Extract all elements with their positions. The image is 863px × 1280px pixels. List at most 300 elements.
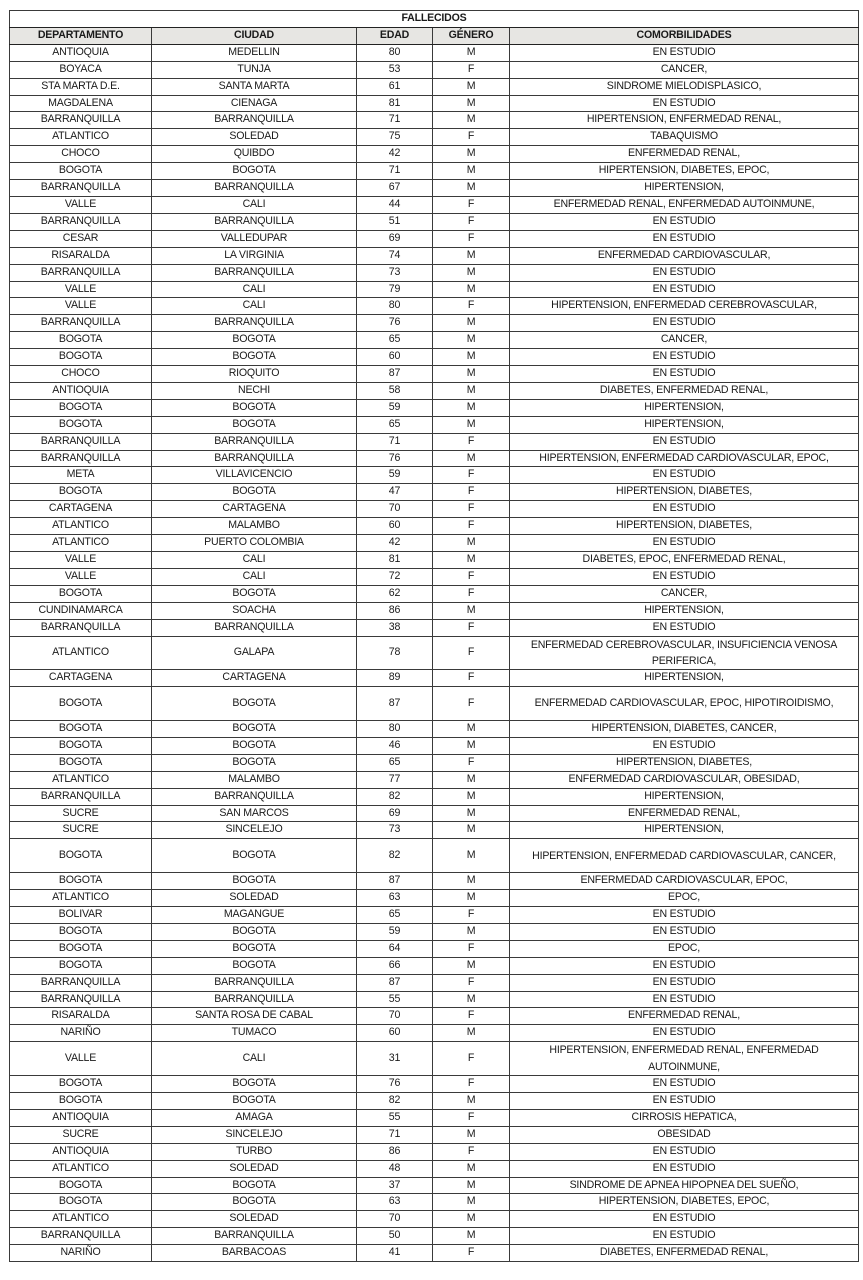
table-row <box>10 974 859 991</box>
title-row <box>10 11 859 28</box>
cell-genero: M <box>433 1092 510 1109</box>
cell-departamento: BOGOTA <box>10 873 152 890</box>
cell-comorbilidades: HIPERTENSION, ENFERMEDAD CEREBROVASCULAR, <box>510 298 859 315</box>
table-row <box>10 805 859 822</box>
cell-comorbilidades: EN ESTUDIO <box>510 433 859 450</box>
table-row <box>10 95 859 112</box>
cell-comorbilidades: EN ESTUDIO <box>510 315 859 332</box>
cell-genero: M <box>433 839 510 873</box>
cell-genero: M <box>433 890 510 907</box>
cell-comorbilidades: ENFERMEDAD CARDIOVASCULAR, <box>510 247 859 264</box>
cell-edad: 41 <box>357 1245 433 1262</box>
cell-comorbilidades: HIPERTENSION, DIABETES, <box>510 484 859 501</box>
cell-ciudad: TURBO <box>152 1143 357 1160</box>
table-row <box>10 940 859 957</box>
cell-edad: 72 <box>357 568 433 585</box>
table-row <box>10 754 859 771</box>
cell-genero: F <box>433 670 510 687</box>
cell-genero: M <box>433 822 510 839</box>
cell-departamento: BOGOTA <box>10 754 152 771</box>
table-row <box>10 822 859 839</box>
cell-edad: 86 <box>357 602 433 619</box>
column-header-row <box>10 27 859 44</box>
cell-departamento: BOGOTA <box>10 839 152 873</box>
cell-comorbilidades: EN ESTUDIO <box>510 737 859 754</box>
table-row <box>10 907 859 924</box>
cell-genero: M <box>433 281 510 298</box>
cell-comorbilidades: EN ESTUDIO <box>510 957 859 974</box>
cell-genero: M <box>433 805 510 822</box>
cell-comorbilidades: EN ESTUDIO <box>510 281 859 298</box>
cell-ciudad: BOGOTA <box>152 1177 357 1194</box>
table-title: FALLECIDOS <box>10 11 859 28</box>
table-row <box>10 1177 859 1194</box>
cell-edad: 38 <box>357 619 433 636</box>
table-row <box>10 213 859 230</box>
cell-comorbilidades: ENFERMEDAD RENAL, ENFERMEDAD AUTOINMUNE, <box>510 196 859 213</box>
cell-ciudad: RIOQUITO <box>152 366 357 383</box>
cell-comorbilidades: HIPERTENSION, DIABETES, CANCER, <box>510 721 859 738</box>
table-row <box>10 771 859 788</box>
cell-edad: 66 <box>357 957 433 974</box>
cell-ciudad: BOGOTA <box>152 416 357 433</box>
cell-comorbilidades: EN ESTUDIO <box>510 501 859 518</box>
cell-edad: 80 <box>357 44 433 61</box>
table-row <box>10 890 859 907</box>
cell-ciudad: BOGOTA <box>152 1092 357 1109</box>
table-row <box>10 332 859 349</box>
cell-ciudad: MALAMBO <box>152 518 357 535</box>
cell-comorbilidades: EN ESTUDIO <box>510 1076 859 1093</box>
table-row <box>10 721 859 738</box>
cell-comorbilidades: CANCER, <box>510 585 859 602</box>
cell-genero: F <box>433 687 510 721</box>
table-row <box>10 670 859 687</box>
cell-comorbilidades: ENFERMEDAD RENAL, <box>510 805 859 822</box>
cell-edad: 76 <box>357 1076 433 1093</box>
cell-departamento: BOGOTA <box>10 1177 152 1194</box>
cell-genero: M <box>433 78 510 95</box>
cell-edad: 81 <box>357 552 433 569</box>
cell-edad: 37 <box>357 1177 433 1194</box>
cell-ciudad: BARBACOAS <box>152 1245 357 1262</box>
cell-comorbilidades: CANCER, <box>510 61 859 78</box>
cell-edad: 65 <box>357 332 433 349</box>
cell-ciudad: BOGOTA <box>152 585 357 602</box>
table-row <box>10 585 859 602</box>
cell-departamento: CHOCO <box>10 146 152 163</box>
cell-departamento: BOGOTA <box>10 737 152 754</box>
table-row <box>10 196 859 213</box>
column-header-comorbilidades: COMORBILIDADES <box>510 27 859 44</box>
cell-comorbilidades: HIPERTENSION, DIABETES, EPOC, <box>510 1194 859 1211</box>
table-row <box>10 146 859 163</box>
table-row <box>10 399 859 416</box>
cell-edad: 64 <box>357 940 433 957</box>
cell-genero: M <box>433 180 510 197</box>
cell-comorbilidades: HIPERTENSION, ENFERMEDAD CARDIOVASCULAR, EPOC, <box>510 450 859 467</box>
cell-edad: 65 <box>357 416 433 433</box>
cell-genero: F <box>433 754 510 771</box>
cell-departamento: BARRANQUILLA <box>10 788 152 805</box>
cell-genero: M <box>433 332 510 349</box>
cell-edad: 58 <box>357 382 433 399</box>
cell-comorbilidades: ENFERMEDAD CARDIOVASCULAR, OBESIDAD, <box>510 771 859 788</box>
cell-ciudad: SOLEDAD <box>152 1211 357 1228</box>
cell-comorbilidades: EN ESTUDIO <box>510 230 859 247</box>
table-row <box>10 1109 859 1126</box>
cell-departamento: ATLANTICO <box>10 535 152 552</box>
cell-genero: M <box>433 1177 510 1194</box>
cell-genero: M <box>433 450 510 467</box>
cell-edad: 89 <box>357 670 433 687</box>
cell-comorbilidades: HIPERTENSION, <box>510 416 859 433</box>
cell-ciudad: SOACHA <box>152 602 357 619</box>
cell-departamento: SUCRE <box>10 822 152 839</box>
cell-departamento: BOGOTA <box>10 1194 152 1211</box>
fallecidos-table <box>9 10 859 1262</box>
table-row <box>10 1160 859 1177</box>
cell-edad: 76 <box>357 315 433 332</box>
cell-departamento: BARRANQUILLA <box>10 315 152 332</box>
cell-comorbilidades: EN ESTUDIO <box>510 535 859 552</box>
cell-comorbilidades: EN ESTUDIO <box>510 467 859 484</box>
cell-comorbilidades: HIPERTENSION, <box>510 788 859 805</box>
table-row <box>10 264 859 281</box>
cell-edad: 42 <box>357 146 433 163</box>
cell-comorbilidades: HIPERTENSION, <box>510 180 859 197</box>
cell-genero: F <box>433 298 510 315</box>
cell-edad: 86 <box>357 1143 433 1160</box>
cell-departamento: ANTIOQUIA <box>10 44 152 61</box>
table-row <box>10 873 859 890</box>
cell-edad: 60 <box>357 1025 433 1042</box>
cell-comorbilidades: EN ESTUDIO <box>510 1025 859 1042</box>
cell-departamento: ATLANTICO <box>10 518 152 535</box>
cell-ciudad: TUNJA <box>152 61 357 78</box>
cell-genero: M <box>433 923 510 940</box>
cell-edad: 73 <box>357 822 433 839</box>
cell-comorbilidades: DIABETES, ENFERMEDAD RENAL, <box>510 1245 859 1262</box>
cell-genero: M <box>433 771 510 788</box>
cell-departamento: SUCRE <box>10 1126 152 1143</box>
cell-edad: 71 <box>357 1126 433 1143</box>
table-row <box>10 619 859 636</box>
cell-edad: 50 <box>357 1228 433 1245</box>
cell-comorbilidades: HIPERTENSION, ENFERMEDAD RENAL, ENFERMEDAD AUTOINMUNE, <box>510 1042 859 1076</box>
cell-ciudad: BARRANQUILLA <box>152 315 357 332</box>
table-row <box>10 349 859 366</box>
cell-departamento: BARRANQUILLA <box>10 433 152 450</box>
cell-departamento: BOGOTA <box>10 957 152 974</box>
table-row <box>10 180 859 197</box>
cell-ciudad: BARRANQUILLA <box>152 433 357 450</box>
cell-departamento: BOGOTA <box>10 923 152 940</box>
table-row <box>10 687 859 721</box>
table-row <box>10 298 859 315</box>
table-row <box>10 433 859 450</box>
cell-departamento: BARRANQUILLA <box>10 619 152 636</box>
table-row <box>10 636 859 670</box>
table-row <box>10 788 859 805</box>
cell-genero: F <box>433 213 510 230</box>
cell-ciudad: CALI <box>152 196 357 213</box>
cell-departamento: SUCRE <box>10 805 152 822</box>
cell-ciudad: PUERTO COLOMBIA <box>152 535 357 552</box>
cell-comorbilidades: ENFERMEDAD RENAL, <box>510 1008 859 1025</box>
cell-edad: 69 <box>357 805 433 822</box>
cell-genero: M <box>433 315 510 332</box>
cell-departamento: BARRANQUILLA <box>10 991 152 1008</box>
table-row <box>10 737 859 754</box>
cell-edad: 77 <box>357 771 433 788</box>
cell-genero: F <box>433 1008 510 1025</box>
cell-comorbilidades: ENFERMEDAD CEREBROVASCULAR, INSUFICIENCIA VENOSA PERIFERICA, <box>510 636 859 670</box>
cell-departamento: BOGOTA <box>10 1092 152 1109</box>
cell-edad: 53 <box>357 61 433 78</box>
cell-comorbilidades: SINDROME DE APNEA HIPOPNEA DEL SUEÑO, <box>510 1177 859 1194</box>
cell-genero: F <box>433 196 510 213</box>
cell-genero: M <box>433 1211 510 1228</box>
cell-edad: 82 <box>357 1092 433 1109</box>
cell-departamento: MAGDALENA <box>10 95 152 112</box>
cell-ciudad: MEDELLIN <box>152 44 357 61</box>
cell-departamento: CESAR <box>10 230 152 247</box>
cell-comorbilidades: SINDROME MIELODISPLASICO, <box>510 78 859 95</box>
cell-departamento: CARTAGENA <box>10 501 152 518</box>
cell-ciudad: VALLEDUPAR <box>152 230 357 247</box>
cell-genero: M <box>433 1160 510 1177</box>
cell-genero: M <box>433 991 510 1008</box>
cell-edad: 71 <box>357 112 433 129</box>
cell-edad: 61 <box>357 78 433 95</box>
cell-genero: F <box>433 974 510 991</box>
table-row <box>10 1126 859 1143</box>
cell-genero: F <box>433 1245 510 1262</box>
cell-comorbilidades: CANCER, <box>510 332 859 349</box>
cell-ciudad: BOGOTA <box>152 349 357 366</box>
cell-comorbilidades: EN ESTUDIO <box>510 923 859 940</box>
cell-edad: 67 <box>357 180 433 197</box>
cell-edad: 62 <box>357 585 433 602</box>
cell-ciudad: CALI <box>152 281 357 298</box>
cell-comorbilidades: HIPERTENSION, DIABETES, EPOC, <box>510 163 859 180</box>
table-row <box>10 44 859 61</box>
cell-comorbilidades: HIPERTENSION, ENFERMEDAD CARDIOVASCULAR, CANCER, <box>510 839 859 873</box>
cell-edad: 46 <box>357 737 433 754</box>
cell-edad: 81 <box>357 95 433 112</box>
cell-edad: 47 <box>357 484 433 501</box>
cell-comorbilidades: EN ESTUDIO <box>510 568 859 585</box>
cell-departamento: BOGOTA <box>10 721 152 738</box>
table-row <box>10 129 859 146</box>
cell-ciudad: NECHI <box>152 382 357 399</box>
cell-departamento: BARRANQUILLA <box>10 1228 152 1245</box>
cell-ciudad: CALI <box>152 552 357 569</box>
cell-edad: 59 <box>357 399 433 416</box>
cell-edad: 59 <box>357 467 433 484</box>
cell-ciudad: BARRANQUILLA <box>152 264 357 281</box>
table-row <box>10 1194 859 1211</box>
cell-edad: 48 <box>357 1160 433 1177</box>
cell-genero: M <box>433 1126 510 1143</box>
cell-genero: F <box>433 619 510 636</box>
cell-departamento: BOGOTA <box>10 1076 152 1093</box>
cell-departamento: RISARALDA <box>10 1008 152 1025</box>
cell-ciudad: AMAGA <box>152 1109 357 1126</box>
table-row <box>10 839 859 873</box>
table-row <box>10 163 859 180</box>
cell-genero: M <box>433 737 510 754</box>
cell-departamento: NARIÑO <box>10 1245 152 1262</box>
cell-edad: 60 <box>357 518 433 535</box>
cell-departamento: BOGOTA <box>10 585 152 602</box>
cell-edad: 69 <box>357 230 433 247</box>
cell-edad: 87 <box>357 974 433 991</box>
cell-departamento: BOLIVAR <box>10 907 152 924</box>
cell-edad: 70 <box>357 1211 433 1228</box>
cell-ciudad: CALI <box>152 568 357 585</box>
cell-departamento: BARRANQUILLA <box>10 112 152 129</box>
cell-edad: 82 <box>357 839 433 873</box>
cell-genero: F <box>433 484 510 501</box>
cell-departamento: VALLE <box>10 281 152 298</box>
cell-comorbilidades: HIPERTENSION, <box>510 399 859 416</box>
cell-departamento: CUNDINAMARCA <box>10 602 152 619</box>
cell-genero: F <box>433 61 510 78</box>
cell-departamento: ATLANTICO <box>10 129 152 146</box>
cell-edad: 60 <box>357 349 433 366</box>
cell-genero: M <box>433 399 510 416</box>
cell-departamento: CARTAGENA <box>10 670 152 687</box>
cell-ciudad: SAN MARCOS <box>152 805 357 822</box>
table-row <box>10 484 859 501</box>
table-row <box>10 247 859 264</box>
cell-comorbilidades: EPOC, <box>510 940 859 957</box>
cell-departamento: ATLANTICO <box>10 636 152 670</box>
cell-ciudad: SANTA ROSA DE CABAL <box>152 1008 357 1025</box>
table-row <box>10 1143 859 1160</box>
cell-genero: M <box>433 44 510 61</box>
cell-edad: 55 <box>357 991 433 1008</box>
table-row <box>10 1076 859 1093</box>
cell-edad: 87 <box>357 687 433 721</box>
cell-departamento: BARRANQUILLA <box>10 450 152 467</box>
cell-comorbilidades: EN ESTUDIO <box>510 974 859 991</box>
table-row <box>10 1211 859 1228</box>
table-row <box>10 501 859 518</box>
cell-ciudad: BARRANQUILLA <box>152 180 357 197</box>
cell-departamento: BOGOTA <box>10 416 152 433</box>
table-row <box>10 602 859 619</box>
cell-genero: F <box>433 230 510 247</box>
cell-comorbilidades: HIPERTENSION, <box>510 602 859 619</box>
cell-departamento: ANTIOQUIA <box>10 382 152 399</box>
cell-departamento: NARIÑO <box>10 1025 152 1042</box>
cell-ciudad: BOGOTA <box>152 754 357 771</box>
cell-ciudad: BOGOTA <box>152 1194 357 1211</box>
table-row <box>10 1228 859 1245</box>
cell-departamento: VALLE <box>10 196 152 213</box>
cell-ciudad: CIENAGA <box>152 95 357 112</box>
cell-edad: 65 <box>357 754 433 771</box>
table-row <box>10 1025 859 1042</box>
cell-departamento: ATLANTICO <box>10 890 152 907</box>
cell-comorbilidades: EN ESTUDIO <box>510 264 859 281</box>
cell-ciudad: BARRANQUILLA <box>152 213 357 230</box>
cell-genero: M <box>433 247 510 264</box>
cell-edad: 75 <box>357 129 433 146</box>
cell-ciudad: CALI <box>152 298 357 315</box>
cell-departamento: BOGOTA <box>10 349 152 366</box>
cell-ciudad: BARRANQUILLA <box>152 619 357 636</box>
cell-ciudad: LA VIRGINIA <box>152 247 357 264</box>
cell-ciudad: BARRANQUILLA <box>152 450 357 467</box>
cell-departamento: RISARALDA <box>10 247 152 264</box>
table-row <box>10 518 859 535</box>
cell-edad: 82 <box>357 788 433 805</box>
cell-edad: 44 <box>357 196 433 213</box>
cell-genero: F <box>433 518 510 535</box>
table-row <box>10 112 859 129</box>
cell-genero: M <box>433 95 510 112</box>
table-row <box>10 1042 859 1076</box>
cell-ciudad: BARRANQUILLA <box>152 1228 357 1245</box>
cell-genero: M <box>433 957 510 974</box>
cell-genero: M <box>433 788 510 805</box>
cell-departamento: ATLANTICO <box>10 771 152 788</box>
cell-edad: 78 <box>357 636 433 670</box>
cell-genero: F <box>433 501 510 518</box>
cell-comorbilidades: DIABETES, EPOC, ENFERMEDAD RENAL, <box>510 552 859 569</box>
cell-edad: 31 <box>357 1042 433 1076</box>
cell-comorbilidades: OBESIDAD <box>510 1126 859 1143</box>
table-row <box>10 230 859 247</box>
table-row <box>10 61 859 78</box>
cell-genero: M <box>433 873 510 890</box>
cell-genero: M <box>433 1025 510 1042</box>
table-row <box>10 382 859 399</box>
cell-ciudad: BARRANQUILLA <box>152 991 357 1008</box>
table-row <box>10 416 859 433</box>
cell-ciudad: BOGOTA <box>152 721 357 738</box>
cell-ciudad: BARRANQUILLA <box>152 788 357 805</box>
table-row <box>10 957 859 974</box>
cell-edad: 65 <box>357 907 433 924</box>
cell-ciudad: CALI <box>152 1042 357 1076</box>
cell-ciudad: CARTAGENA <box>152 670 357 687</box>
cell-genero: M <box>433 163 510 180</box>
cell-genero: M <box>433 146 510 163</box>
cell-comorbilidades: EN ESTUDIO <box>510 1228 859 1245</box>
cell-ciudad: BOGOTA <box>152 923 357 940</box>
cell-edad: 63 <box>357 1194 433 1211</box>
table-row <box>10 923 859 940</box>
cell-ciudad: BOGOTA <box>152 957 357 974</box>
cell-ciudad: BOGOTA <box>152 873 357 890</box>
column-header-ciudad: CIUDAD <box>152 27 357 44</box>
cell-ciudad: SINCELEJO <box>152 1126 357 1143</box>
table-row <box>10 315 859 332</box>
cell-edad: 71 <box>357 433 433 450</box>
cell-ciudad: TUMACO <box>152 1025 357 1042</box>
cell-edad: 70 <box>357 501 433 518</box>
cell-genero: F <box>433 1076 510 1093</box>
cell-genero: M <box>433 112 510 129</box>
cell-departamento: BOGOTA <box>10 687 152 721</box>
cell-departamento: BOGOTA <box>10 484 152 501</box>
cell-departamento: STA MARTA D.E. <box>10 78 152 95</box>
